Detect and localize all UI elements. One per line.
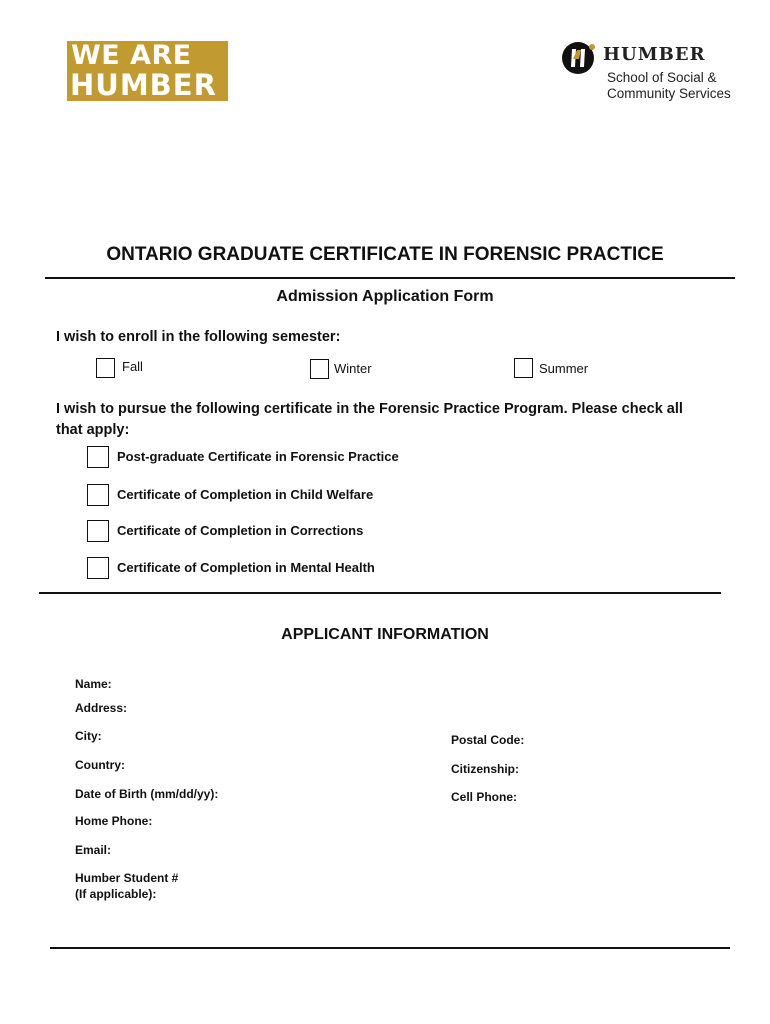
mental-health-checkbox[interactable] bbox=[87, 557, 109, 579]
child-welfare-label: Certificate of Completion in Child Welfare bbox=[117, 487, 374, 502]
address-label: Address: bbox=[75, 701, 128, 715]
form-title: ONTARIO GRADUATE CERTIFICATE IN FORENSIC PRACTICE bbox=[106, 244, 664, 265]
we-are-text: WE ARE bbox=[71, 40, 192, 71]
winter-checkbox[interactable] bbox=[310, 359, 329, 379]
humber-h-logo-icon bbox=[561, 40, 597, 76]
home-phone-label: Home Phone: bbox=[75, 814, 153, 828]
name-label: Name: bbox=[75, 677, 112, 691]
we-are-humber-logo bbox=[67, 41, 228, 101]
postal-code-label: Postal Code: bbox=[451, 733, 525, 747]
fall-checkbox[interactable] bbox=[96, 358, 115, 378]
school-name: School of Social & Community Services bbox=[607, 70, 731, 101]
humber-block-text: HUMBER bbox=[70, 68, 217, 102]
email-label: Email: bbox=[75, 843, 112, 857]
country-label: Country: bbox=[75, 758, 125, 772]
form-subtitle: Admission Application Form bbox=[276, 288, 494, 305]
bottom-divider bbox=[50, 947, 730, 949]
corrections-checkbox[interactable] bbox=[87, 520, 109, 542]
applicant-info-heading: APPLICANT INFORMATION bbox=[281, 626, 489, 643]
summer-checkbox[interactable] bbox=[514, 358, 533, 378]
student-number-label: Humber Student # (If applicable): bbox=[75, 871, 179, 901]
child-welfare-checkbox[interactable] bbox=[87, 484, 109, 506]
dob-label: Date of Birth (mm/dd/yy): bbox=[75, 787, 219, 801]
mental-health-label: Certificate of Completion in Mental Health bbox=[117, 560, 375, 575]
semester-question: I wish to enroll in the following semester: bbox=[56, 329, 341, 345]
forensic-practice-label: Post-graduate Certificate in Forensic Practice bbox=[117, 449, 399, 464]
city-label: City: bbox=[75, 729, 102, 743]
title-divider bbox=[45, 277, 735, 279]
humber-name: HUMBER bbox=[603, 44, 706, 65]
forensic-practice-checkbox[interactable] bbox=[87, 446, 109, 468]
winter-label: Winter bbox=[334, 361, 372, 376]
corrections-label: Certificate of Completion in Corrections bbox=[117, 523, 364, 538]
fall-label: Fall bbox=[122, 359, 143, 374]
cell-phone-label: Cell Phone: bbox=[451, 790, 518, 804]
citizenship-label: Citizenship: bbox=[451, 762, 519, 776]
certificate-divider bbox=[39, 592, 721, 594]
summer-label: Summer bbox=[539, 361, 589, 376]
certificate-question: I wish to pursue the following certificate in the Forensic Practice Program. Please check all that apply: bbox=[56, 401, 683, 438]
